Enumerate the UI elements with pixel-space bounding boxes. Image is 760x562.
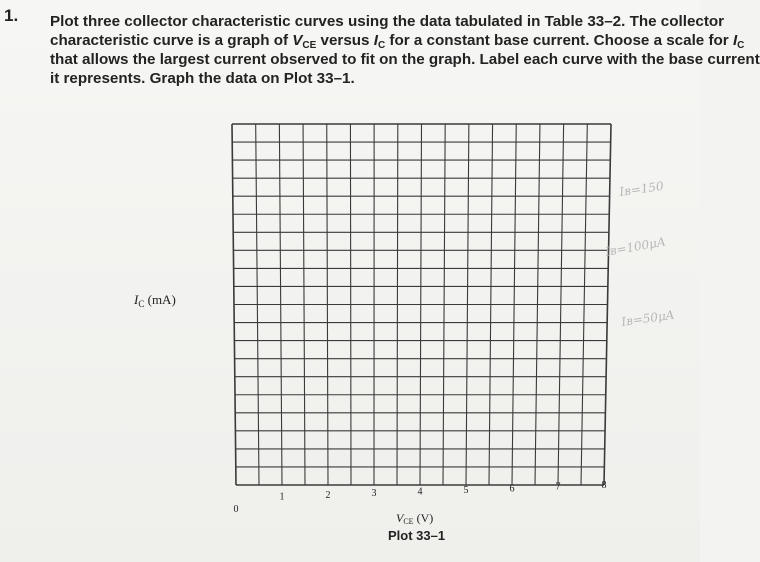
x-tick-label: 0	[233, 504, 239, 515]
prompt-line-4: it represents. Graph the data on Plot 33–1.	[50, 70, 355, 87]
prompt-line-2: characteristic curve is a graph of $V_{CE}$ versus $I_C$ for a constant base current. Choose a scale for $I_C$	[50, 32, 745, 51]
x-tick-label: 2	[325, 489, 331, 501]
x-tick-label: 8	[601, 480, 607, 491]
x-tick-label: 1	[279, 491, 285, 503]
x-tick-label: 4	[417, 486, 423, 498]
prompt-line-3: that allows the largest current observed to fit on the graph. Label each curve with the base current	[50, 51, 760, 68]
question-number: 1.	[4, 6, 19, 25]
x-tick-label: 3	[371, 488, 377, 500]
x-tick-label: 7	[555, 481, 561, 493]
handwritten-note: Iʙ=150	[618, 178, 665, 199]
handwritten-note: Iʙ=100μA	[604, 234, 667, 259]
x-tick-label: 5	[463, 484, 469, 496]
handwritten-note: Iʙ=50μA	[620, 307, 676, 329]
plot-caption: Plot 33–1	[388, 528, 446, 543]
prompt-line-1: Plot three collector characteristic curves using the data tabulated in Table 33–2. The collector	[50, 13, 725, 30]
y-axis-label: $I_C$ (mA)	[134, 292, 176, 309]
x-axis-label: $V_{CE}$ (V)	[396, 511, 434, 526]
x-tick-label: 6	[509, 483, 515, 495]
